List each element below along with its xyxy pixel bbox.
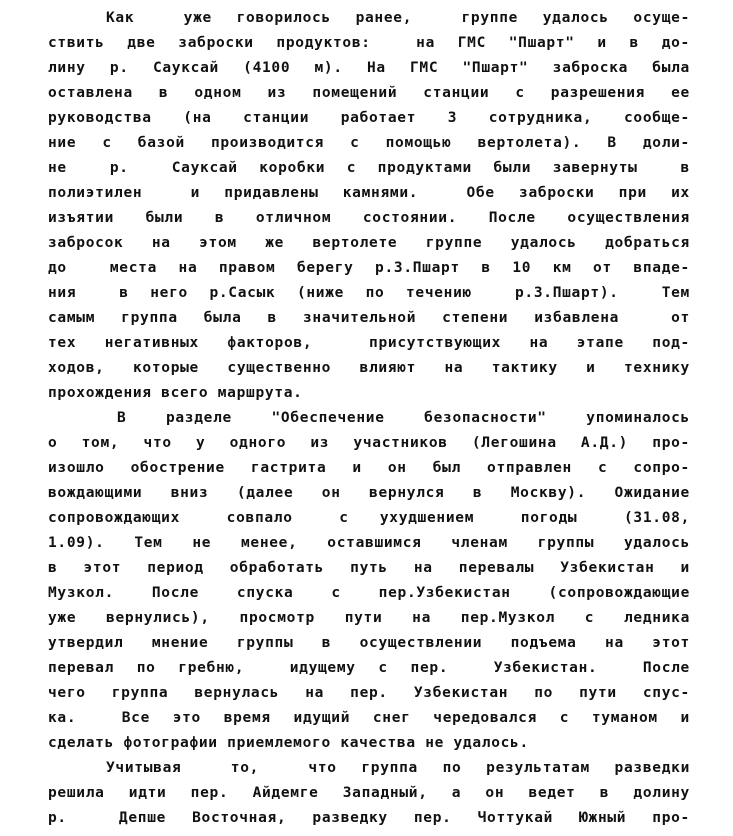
text-line: оставлена в одном из помещений станции с разрешения ее [48, 85, 690, 101]
text-line: полиэтилен и придавлены камнями. Обе заброски при их [48, 185, 690, 201]
text-line: Музкол. После спуска с пер.Узбекистан (сопровождающие [48, 585, 690, 601]
text-line: изъятии были в отличном состоянии. После осуществления [48, 210, 690, 226]
text-line: ходов, которые существенно влияют на тактику и технику [48, 360, 690, 376]
text-line: уже вернулись), просмотр пути на пер.Музкол с ледника [48, 610, 690, 626]
text-line: о том, что у одного из участников (Легошина А.Д.) про- [48, 435, 690, 451]
text-line: перевал по гребню, идущему с пер. Узбекистан. После [48, 660, 690, 676]
text-line: не р. Сауксай коробки с продуктами были завернуты в [48, 160, 690, 176]
text-line: вождающими вниз (далее он вернулся в Москву). Ожидание [48, 485, 690, 501]
text-line: Учитывая то, что группа по результатам разведки [106, 760, 690, 776]
text-line: до места на правом берегу р.З.Пшарт в 10 км от впаде- [48, 260, 690, 276]
text-line: В разделе "Обеспечение безопасности" упоминалось [117, 410, 690, 426]
text-line: р. Депше Восточная, разведку пер. Чоттукай Южный про- [48, 810, 690, 826]
paragraph-end-line: сделать фотографии приемлемого качества не удалось. [48, 735, 529, 751]
text-line: сопровождающих совпало с ухудшением погоды (31.08, [48, 510, 690, 526]
text-line: руководства (на станции работает 3 сотрудника, сообще- [48, 110, 690, 126]
text-line: лину р. Сауксай (4100 м). На ГМС "Пшарт" заброска была [48, 60, 690, 76]
text-line: ние с базой производится с помощью вертолета). В доли- [48, 135, 690, 151]
text-line: утвердил мнение группы в осуществлении подъема на этот [48, 635, 690, 651]
text-line: чего группа вернулась на пер. Узбекистан по пути спус- [48, 685, 690, 701]
text-line: в этот период обработать путь на перевалы Узбекистан и [48, 560, 690, 576]
text-line: забросок на этом же вертолете группе удалось добраться [48, 235, 690, 251]
text-line: Как уже говорилось ранее, группе удалось осуще- [106, 10, 690, 26]
text-line: 1.09). Тем не менее, оставшимся членам группы удалось [48, 535, 690, 551]
text-line: тех негативных факторов, присутствующих на этапе под- [48, 335, 690, 351]
text-line: самым группа была в значительной степени избавлена от [48, 310, 690, 326]
paragraph-end-line: прохождения всего маршрута. [48, 385, 303, 401]
text-line: ствить две заброски продуктов: на ГМС "Пшарт" и в до- [48, 35, 690, 51]
text-line: решила идти пер. Айдемге Западный, а он ведет в долину [48, 785, 690, 801]
text-line: ка. Все это время идущий снег чередовался с туманом и [48, 710, 690, 726]
text-line: ния в него р.Сасык (ниже по течению р.З.Пшарт). Тем [48, 285, 690, 301]
text-line: изошло обострение гастрита и он был отправлен с сопро- [48, 460, 690, 476]
